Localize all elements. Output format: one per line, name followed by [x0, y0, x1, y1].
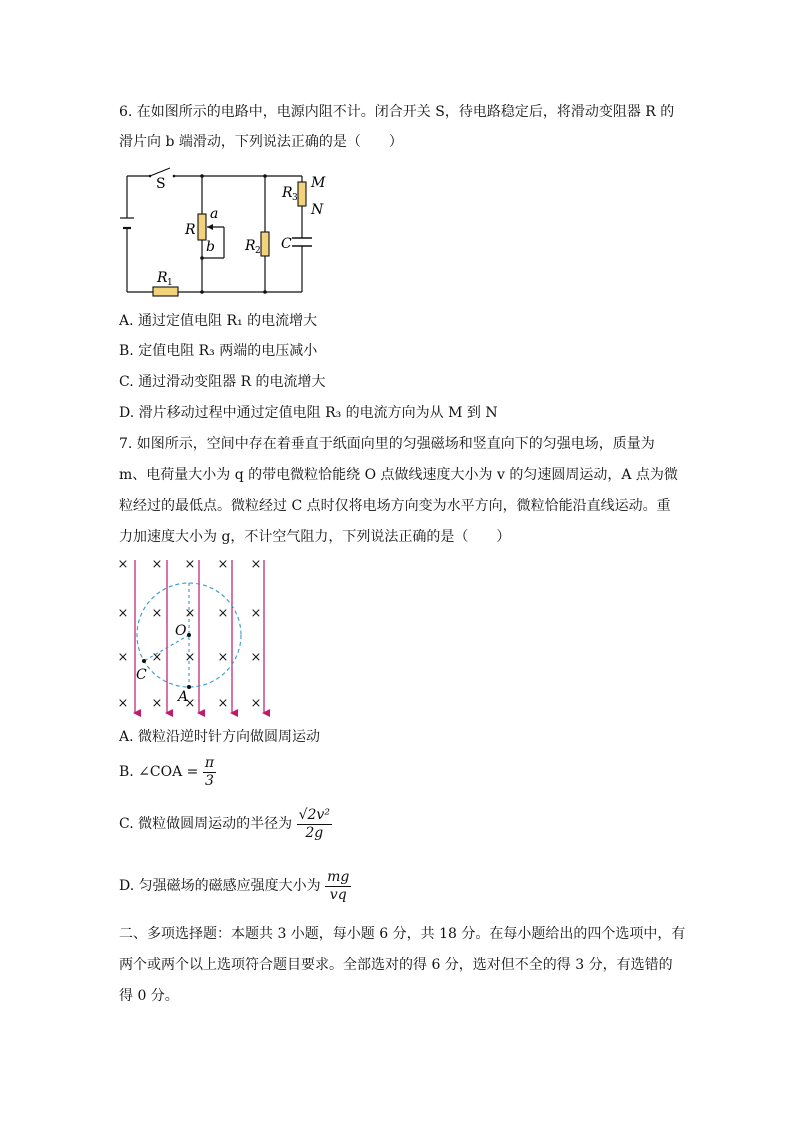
label-O: O: [175, 623, 187, 639]
cross-mark: ×: [184, 650, 196, 665]
q7-stem-line3: 粒经过的最低点。微粒经过 C 点时仅将电场方向变为水平方向，微粒恰能沿直线运动。重: [119, 498, 671, 514]
label-N: N: [311, 202, 324, 218]
cross-mark: ×: [151, 557, 163, 572]
section2-line2: 两个或两个以上选项符合题目要求。全部选对的得 6 分，选对但不全的得 3 分，有选错的: [119, 957, 673, 973]
cross-mark: ×: [184, 696, 196, 711]
q7-option-d-prefix: D. 匀强磁场的磁感应强度大小为: [119, 878, 321, 894]
label-S: S: [156, 176, 166, 192]
cross-mark: ×: [151, 650, 163, 665]
q6-option-b: B. 定值电阻 R₃ 两端的电压减小: [119, 343, 318, 359]
frac-denominator: 3: [205, 772, 214, 789]
cross-mark: ×: [151, 606, 163, 621]
q7-stem-line2: m、电荷量大小为 q 的带电微粒恰能绕 O 点做线速度大小为 v 的匀速圆周运动，A 点为微: [119, 467, 678, 483]
cross-mark: ×: [250, 606, 262, 621]
q7-option-a: A. 微粒沿逆时针方向做圆周运动: [119, 729, 321, 745]
q7-option-b: [119, 754, 216, 790]
q6-stem-line2: 滑片向 b 端滑动，下列说法正确的是（ ）: [119, 134, 403, 150]
frac-denominator: vq: [329, 886, 347, 903]
cross-mark: ×: [184, 606, 196, 621]
q7-option-d: [119, 868, 351, 904]
label-A: A: [178, 689, 189, 705]
section2-line3: 得 0 分。: [119, 988, 179, 1004]
field-diagram: [112, 555, 282, 720]
q7-stem-line4: 力加速度大小为 g，不计空气阻力，下列说法正确的是（ ）: [119, 529, 511, 545]
label-R1-sub: 1: [167, 278, 173, 288]
q7-option-b-prefix: B. ∠COA =: [119, 764, 199, 780]
cross-mark: ×: [117, 650, 129, 665]
cross-mark: ×: [250, 696, 262, 711]
q6-option-a: A. 通过定值电阻 R₁ 的电流增大: [119, 313, 318, 329]
label-a: a: [210, 206, 219, 222]
q7-option-c-prefix: C. 微粒做圆周运动的半径为: [119, 816, 293, 832]
label-R3: R: [282, 185, 293, 201]
cross-mark: ×: [117, 606, 129, 621]
q6-option-d: D. 滑片移动过程中通过定值电阻 R₃ 的电流方向为从 M 到 N: [119, 405, 498, 421]
cross-mark: ×: [117, 696, 129, 711]
cross-mark: ×: [217, 606, 229, 621]
label-C: C: [281, 236, 292, 252]
label-R: R: [185, 222, 196, 238]
q7-stem-line1: 7. 如图所示，空间中存在着垂直于纸面向里的匀强磁场和竖直向下的匀强电场，质量为: [119, 436, 655, 452]
cross-mark: ×: [184, 557, 196, 572]
fraction-radius: [297, 807, 332, 842]
label-R2: R: [245, 238, 256, 254]
label-R2-sub: 2: [255, 246, 261, 256]
frac-numerator: π: [204, 754, 215, 771]
label-R3-sub: 3: [292, 193, 298, 203]
label-M: M: [311, 175, 326, 191]
fraction-pi-over-3: [203, 755, 216, 790]
cross-mark: ×: [217, 696, 229, 711]
frac-numerator: √2v²: [298, 806, 330, 823]
circuit-diagram: [112, 166, 342, 301]
label-C: C: [136, 667, 147, 683]
cross-mark: ×: [250, 557, 262, 572]
frac-denominator: 2g: [305, 824, 324, 841]
cross-mark: ×: [250, 650, 262, 665]
fraction-b-field: [325, 869, 351, 904]
frac-numerator: mg: [327, 868, 350, 885]
q6-stem-line1: 6. 在如图所示的电路中，电源内阻不计。闭合开关 S，待电路稳定后，将滑动变阻器 R 的: [119, 104, 675, 120]
cross-mark: ×: [117, 557, 129, 572]
label-b: b: [206, 239, 215, 255]
cross-mark: ×: [217, 650, 229, 665]
section2-line1: 二、多项选择题：本题共 3 小题，每小题 6 分，共 18 分。在每小题给出的四个选项中，有: [119, 926, 686, 942]
cross-mark: ×: [151, 696, 163, 711]
q6-option-c: C. 通过滑动变阻器 R 的电流增大: [119, 374, 326, 390]
label-R1: R: [157, 270, 168, 286]
cross-mark: ×: [217, 557, 229, 572]
q7-option-c: [119, 806, 332, 842]
